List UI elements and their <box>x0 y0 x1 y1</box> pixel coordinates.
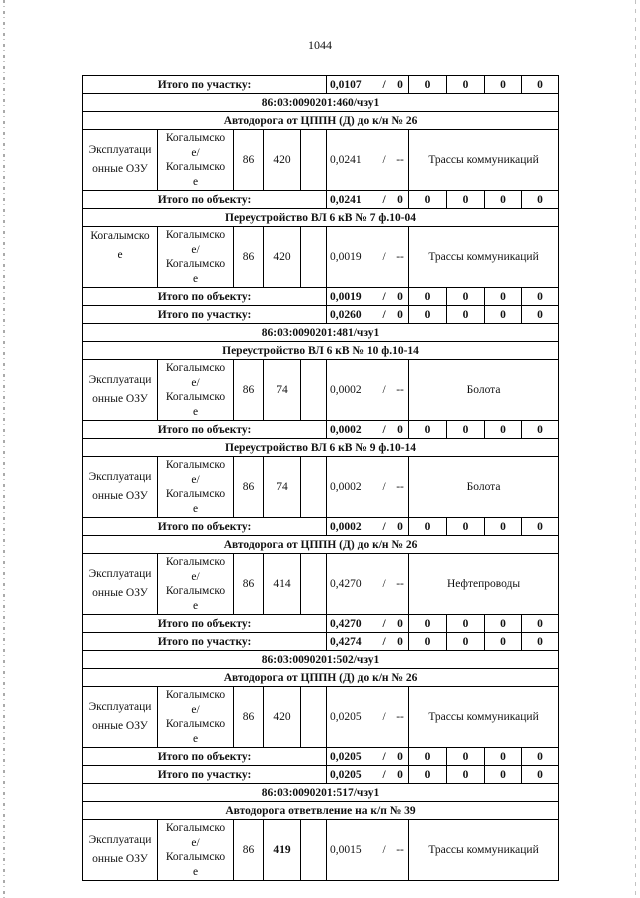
area-fraction: 0 <box>397 308 403 321</box>
land-category <box>83 360 158 421</box>
subtotal-value: 0 <box>409 748 447 766</box>
land-use: Болота <box>409 360 559 421</box>
object-header-row <box>83 342 559 360</box>
area-fraction: 0 <box>397 750 403 763</box>
subtotal-label: Итого по участку: <box>83 633 327 651</box>
land-category-line: онные ОЗУ <box>92 393 148 405</box>
subtotal-value: 0 <box>485 421 522 439</box>
forestry-district-line: Когалымско <box>165 556 226 568</box>
area-fraction: -- <box>396 711 404 723</box>
area-separator: / <box>382 635 386 648</box>
subtotal-value: 0 <box>447 421 485 439</box>
subtotal-label: Итого по участку: <box>83 306 327 324</box>
forestry-district-line: Когалымско <box>165 258 226 270</box>
subdivision-empty <box>301 554 327 615</box>
area-cell <box>327 615 409 633</box>
object-header-row <box>83 784 559 802</box>
area-separator: / <box>382 423 386 436</box>
quarter-number: 420 <box>264 130 301 191</box>
object-header-text: Автодорога ответвление на к/п № 39 <box>83 802 559 820</box>
area-value: 0,0002 <box>330 384 362 396</box>
area-cell <box>327 748 409 766</box>
subtotal-value: 0 <box>447 288 485 306</box>
area-value: 0,4274 <box>330 635 362 648</box>
land-category-line: онные ОЗУ <box>92 853 148 865</box>
region-code: 86 <box>234 820 264 881</box>
subtotal-row <box>83 633 559 651</box>
forestry-district-line: Когалымско <box>165 851 226 863</box>
land-use: Трассы коммуникаций <box>409 687 559 748</box>
quarter-number: 420 <box>264 687 301 748</box>
subtotal-label: Итого по участку: <box>83 766 327 784</box>
data-row <box>83 227 559 288</box>
forestry-district-line: Когалымско <box>165 362 226 374</box>
forestry-district-line: е <box>192 599 199 612</box>
subdivision-empty <box>301 687 327 748</box>
subdivision-empty <box>301 227 327 288</box>
forestry-district <box>158 820 234 881</box>
data-row <box>83 130 559 191</box>
land-category <box>83 130 158 191</box>
land-category-line: Когалымско <box>90 230 150 242</box>
forestry-district-line: е/ <box>191 146 200 159</box>
land-category <box>83 227 158 288</box>
subtotal-value: 0 <box>485 518 522 536</box>
region-code: 86 <box>234 360 264 421</box>
subtotal-label: Итого по участку: <box>83 76 327 94</box>
area-fraction: 0 <box>397 520 403 533</box>
land-category-line: онные ОЗУ <box>92 720 148 732</box>
subtotal-value: 0 <box>522 288 559 306</box>
subtotal-value: 0 <box>522 191 559 209</box>
forestry-district-line: Когалымско <box>165 488 226 500</box>
subtotal-value: 0 <box>447 766 485 784</box>
land-use: Трассы коммуникаций <box>409 227 559 288</box>
area-fraction: -- <box>396 481 404 493</box>
forestry-district-line: Когалымско <box>165 459 226 471</box>
object-header-row <box>83 324 559 342</box>
data-row <box>83 360 559 421</box>
area-separator: / <box>382 251 386 263</box>
table-body <box>83 76 559 881</box>
region-code: 86 <box>234 687 264 748</box>
area-cell <box>327 518 409 536</box>
area-separator: / <box>382 78 386 91</box>
area-separator: / <box>382 520 386 533</box>
subdivision-empty <box>301 130 327 191</box>
subtotal-row <box>83 306 559 324</box>
object-header-text: 86:03:0090201:502/чзу1 <box>83 651 559 669</box>
area-fraction: 0 <box>397 635 403 648</box>
area-fraction: 0 <box>397 768 403 781</box>
land-use: Трассы коммуникаций <box>409 130 559 191</box>
forestry-district-line: е/ <box>191 703 200 716</box>
land-category-line: онные ОЗУ <box>92 490 148 502</box>
forestry-district-line: е/ <box>191 473 200 486</box>
land-category <box>83 554 158 615</box>
object-header-row <box>83 802 559 820</box>
area-value: 0,0002 <box>330 481 362 493</box>
land-category-line: онные ОЗУ <box>92 587 148 599</box>
land-category <box>83 687 158 748</box>
area-value: 0,0002 <box>330 520 362 533</box>
forestry-district-line: Когалымско <box>165 132 226 144</box>
subtotal-label: Итого по объекту: <box>83 615 327 633</box>
subtotal-value: 0 <box>485 76 522 94</box>
subtotal-value: 0 <box>447 633 485 651</box>
area-fraction: -- <box>396 154 404 166</box>
area-fraction: -- <box>396 251 404 263</box>
forestry-district-line: е <box>192 405 199 418</box>
forestry-district <box>158 130 234 191</box>
subtotal-value: 0 <box>522 76 559 94</box>
land-category-line: Эксплуатаци <box>88 471 152 483</box>
object-header-text: 86:03:0090201:517/чзу1 <box>83 784 559 802</box>
object-header-row <box>83 94 559 112</box>
quarter-number: 419 <box>264 820 301 881</box>
subtotal-row <box>83 766 559 784</box>
data-row <box>83 457 559 518</box>
subtotal-value: 0 <box>485 288 522 306</box>
area-value: 0,0205 <box>330 711 362 723</box>
forestry-district-line: е/ <box>191 243 200 256</box>
forestry-district-line: Когалымско <box>165 229 226 241</box>
area-cell <box>327 820 409 881</box>
forestry-district-line: Когалымско <box>165 161 226 173</box>
area-cell <box>327 457 409 518</box>
area-cell <box>327 76 409 94</box>
object-header-text: Автодорога от ЦППН (Д) до к/н № 26 <box>83 112 559 130</box>
object-header-row <box>83 209 559 227</box>
subtotal-value: 0 <box>409 633 447 651</box>
land-category-line: Эксплуатаци <box>88 701 152 713</box>
area-value: 0,0015 <box>330 844 362 856</box>
scan-left-edge <box>3 0 5 898</box>
area-fraction: -- <box>396 384 404 396</box>
subtotal-value: 0 <box>522 518 559 536</box>
subtotal-value: 0 <box>409 288 447 306</box>
data-row <box>83 820 559 881</box>
subtotal-label: Итого по объекту: <box>83 288 327 306</box>
region-code: 86 <box>234 227 264 288</box>
area-separator: / <box>382 308 386 321</box>
land-use: Нефтепроводы <box>409 554 559 615</box>
area-separator: / <box>382 617 386 630</box>
area-cell <box>327 227 409 288</box>
area-cell <box>327 421 409 439</box>
forestry-district-line: Когалымско <box>165 718 226 730</box>
area-cell <box>327 191 409 209</box>
subtotal-row <box>83 288 559 306</box>
subtotal-value: 0 <box>485 191 522 209</box>
subtotal-value: 0 <box>522 615 559 633</box>
subtotal-value: 0 <box>485 633 522 651</box>
object-header-row <box>83 651 559 669</box>
area-fraction: -- <box>396 578 404 590</box>
forestry-district-line: е <box>192 502 199 515</box>
forestry-district-line: е/ <box>191 836 200 849</box>
forestry-district <box>158 687 234 748</box>
area-value: 0,0107 <box>330 78 362 91</box>
object-header-text: 86:03:0090201:481/чзу1 <box>83 324 559 342</box>
subtotal-value: 0 <box>447 518 485 536</box>
subtotal-value: 0 <box>522 748 559 766</box>
object-header-text: Автодорога от ЦППН (Д) до к/н № 26 <box>83 669 559 687</box>
subtotal-row <box>83 748 559 766</box>
land-category-line: Эксплуатаци <box>88 144 152 156</box>
area-fraction: 0 <box>397 193 403 206</box>
area-value: 0,4270 <box>330 578 362 590</box>
area-fraction: 0 <box>397 290 403 303</box>
area-separator: / <box>382 154 386 166</box>
land-category-line: онные ОЗУ <box>92 163 148 175</box>
forestry-district-line: Когалымско <box>165 822 226 834</box>
forestry-district-line: е/ <box>191 570 200 583</box>
subtotal-value: 0 <box>409 615 447 633</box>
forestry-district-line: е/ <box>191 376 200 389</box>
forestry-district-line: Когалымско <box>165 391 226 403</box>
area-separator: / <box>382 750 386 763</box>
area-cell <box>327 633 409 651</box>
area-fraction: 0 <box>397 78 403 91</box>
land-category-line: Эксплуатаци <box>88 374 152 386</box>
subtotal-value: 0 <box>409 518 447 536</box>
forestry-district-line: е <box>192 732 199 745</box>
area-cell <box>327 360 409 421</box>
subtotal-label: Итого по объекту: <box>83 191 327 209</box>
subtotal-value: 0 <box>409 76 447 94</box>
subtotal-value: 0 <box>522 633 559 651</box>
subtotal-value: 0 <box>522 766 559 784</box>
area-value: 0,0019 <box>330 290 362 303</box>
object-header-text: Переустройство ВЛ 6 кВ № 10 ф.10-14 <box>83 342 559 360</box>
subtotal-value: 0 <box>409 191 447 209</box>
region-code: 86 <box>234 130 264 191</box>
object-header-text: 86:03:0090201:460/чзу1 <box>83 94 559 112</box>
area-value: 0,0241 <box>330 193 362 206</box>
land-registry-table <box>82 75 559 881</box>
subtotal-value: 0 <box>447 748 485 766</box>
area-fraction: -- <box>396 844 404 856</box>
forestry-district-line: е <box>192 272 199 285</box>
quarter-number: 420 <box>264 227 301 288</box>
area-fraction: 0 <box>397 423 403 436</box>
quarter-number: 414 <box>264 554 301 615</box>
object-header-text: Переустройство ВЛ 6 кВ № 9 ф.10-14 <box>83 439 559 457</box>
area-value: 0,0019 <box>330 251 362 263</box>
subtotal-row <box>83 191 559 209</box>
area-separator: / <box>382 290 386 303</box>
page-number: 1044 <box>308 38 332 52</box>
subtotal-value: 0 <box>409 421 447 439</box>
land-use: Болота <box>409 457 559 518</box>
subtotal-value: 0 <box>485 615 522 633</box>
forestry-district-line: е <box>192 175 199 188</box>
object-header-row <box>83 112 559 130</box>
area-cell <box>327 554 409 615</box>
object-header-row <box>83 536 559 554</box>
data-row <box>83 687 559 748</box>
forestry-district-line: е <box>192 865 199 878</box>
area-separator: / <box>382 578 386 590</box>
area-cell <box>327 288 409 306</box>
area-value: 0,0002 <box>330 423 362 436</box>
land-category-line: е <box>117 249 123 261</box>
subtotal-value: 0 <box>522 421 559 439</box>
subtotal-value: 0 <box>447 615 485 633</box>
subtotal-row <box>83 76 559 94</box>
object-header-row <box>83 669 559 687</box>
subtotal-row <box>83 518 559 536</box>
area-separator: / <box>382 193 386 206</box>
land-category <box>83 457 158 518</box>
subdivision-empty <box>301 820 327 881</box>
object-header-text: Автодорога от ЦППН (Д) до к/н № 26 <box>83 536 559 554</box>
area-cell <box>327 306 409 324</box>
land-category-line: Эксплуатаци <box>88 834 152 846</box>
subtotal-value: 0 <box>447 76 485 94</box>
subtotal-value: 0 <box>485 766 522 784</box>
area-separator: / <box>382 481 386 493</box>
forestry-district <box>158 360 234 421</box>
forestry-district <box>158 457 234 518</box>
region-code: 86 <box>234 554 264 615</box>
area-cell <box>327 766 409 784</box>
area-separator: / <box>382 768 386 781</box>
subtotal-row <box>83 615 559 633</box>
forestry-district-line: Когалымско <box>165 585 226 597</box>
object-header-row <box>83 439 559 457</box>
area-separator: / <box>382 844 386 856</box>
subdivision-empty <box>301 457 327 518</box>
subtotal-value: 0 <box>409 306 447 324</box>
subtotal-label: Итого по объекту: <box>83 748 327 766</box>
area-fraction: 0 <box>397 617 403 630</box>
area-cell <box>327 130 409 191</box>
area-value: 0,0205 <box>330 768 362 781</box>
subtotal-label: Итого по объекту: <box>83 421 327 439</box>
scan-right-edge <box>635 0 636 898</box>
area-value: 0,0241 <box>330 154 362 166</box>
area-value: 0,0260 <box>330 308 362 321</box>
quarter-number: 74 <box>264 457 301 518</box>
forestry-district <box>158 554 234 615</box>
object-header-text: Переустройство ВЛ 6 кВ № 7 ф.10-04 <box>83 209 559 227</box>
area-value: 0,4270 <box>330 617 362 630</box>
subtotal-label: Итого по объекту: <box>83 518 327 536</box>
quarter-number: 74 <box>264 360 301 421</box>
land-category <box>83 820 158 881</box>
region-code: 86 <box>234 457 264 518</box>
subtotal-value: 0 <box>447 306 485 324</box>
area-separator: / <box>382 384 386 396</box>
subtotal-row <box>83 421 559 439</box>
subtotal-value: 0 <box>522 306 559 324</box>
data-row <box>83 554 559 615</box>
forestry-district <box>158 227 234 288</box>
subtotal-value: 0 <box>409 766 447 784</box>
forestry-district-line: Когалымско <box>165 689 226 701</box>
land-use: Трассы коммуникаций <box>409 820 559 881</box>
subdivision-empty <box>301 360 327 421</box>
land-category-line: Эксплуатаци <box>88 568 152 580</box>
subtotal-value: 0 <box>485 306 522 324</box>
subtotal-value: 0 <box>447 191 485 209</box>
subtotal-value: 0 <box>485 748 522 766</box>
area-value: 0,0205 <box>330 750 362 763</box>
area-cell <box>327 687 409 748</box>
area-separator: / <box>382 711 386 723</box>
